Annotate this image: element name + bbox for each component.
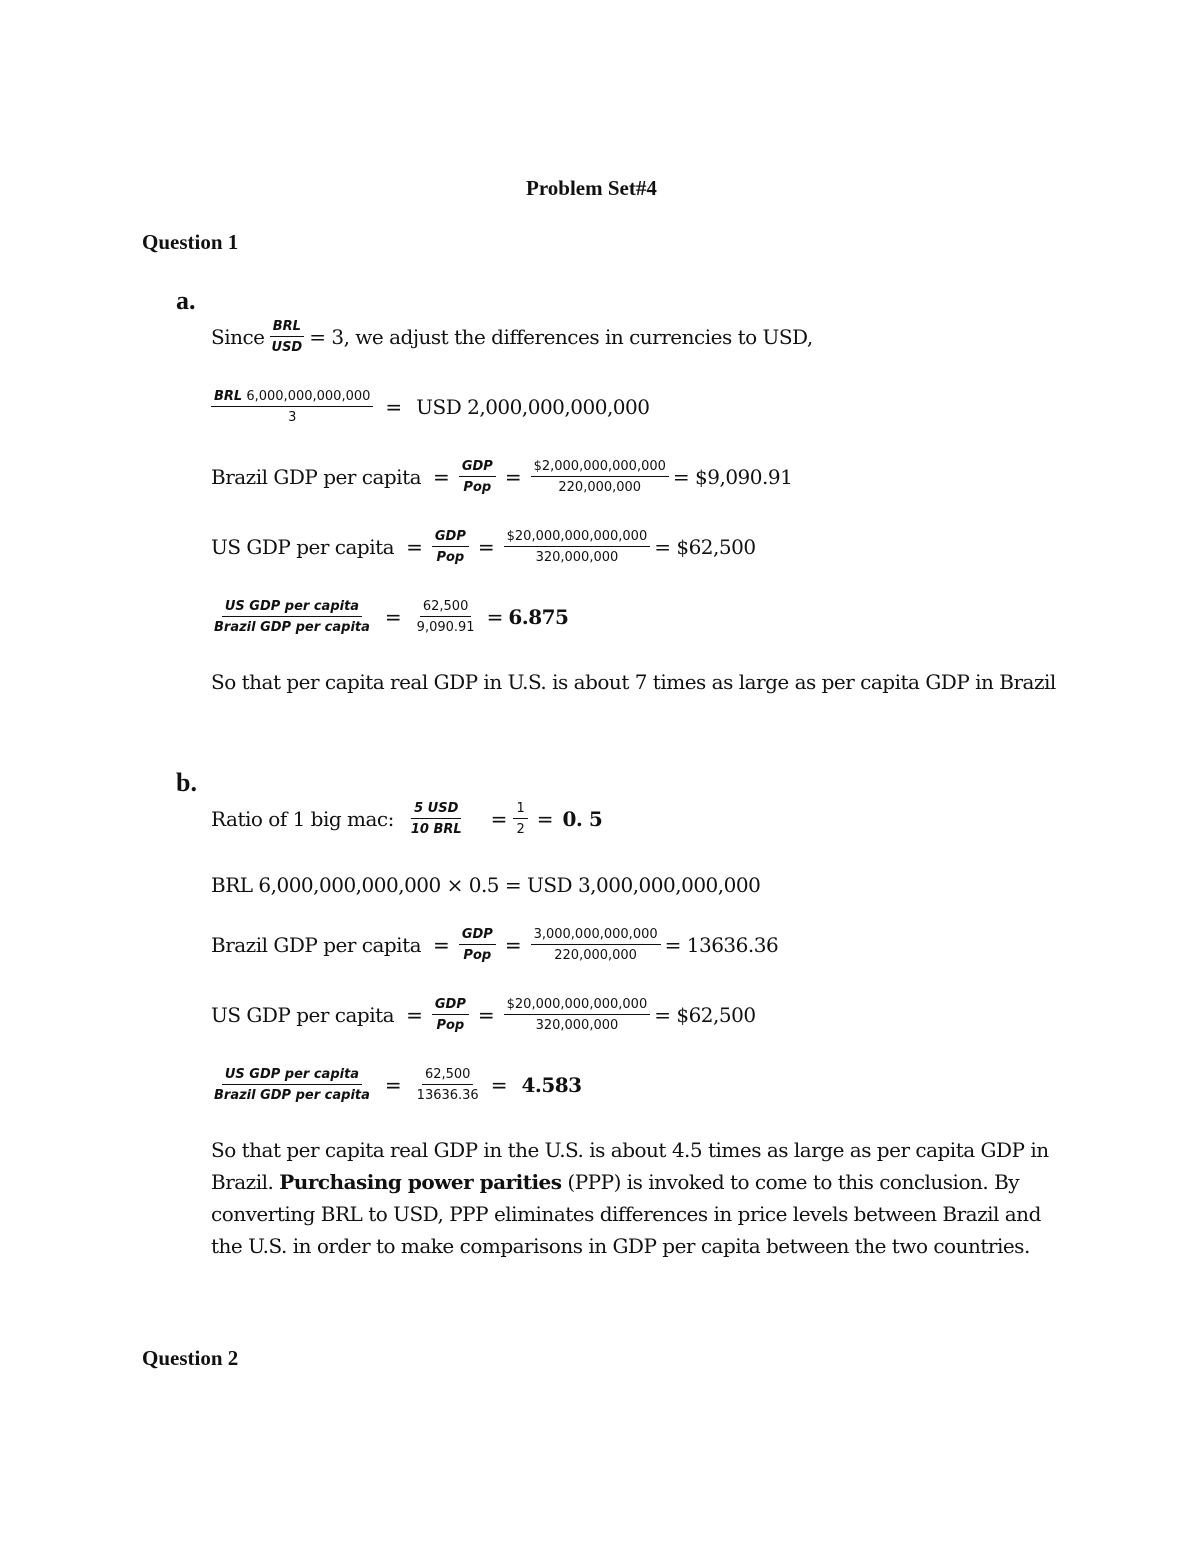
- conversion-result: USD 2,000,000,000,000: [416, 395, 650, 419]
- equals-sign: =: [406, 1003, 423, 1027]
- ppp-conversion-line: BRL 6,000,000,000,000 × 0.5 = USD 3,000,000,000,000: [211, 873, 761, 897]
- fraction-denominator: USD: [271, 340, 303, 355]
- fraction-denominator: Brazil GDP per capita: [214, 1088, 370, 1103]
- conclusion-b: [211, 1134, 1051, 1262]
- fraction-denominator: Pop: [463, 480, 492, 495]
- gdp-pop-fraction: [459, 926, 496, 964]
- fraction-numerator: GDP: [459, 926, 496, 945]
- us-gdp-per-capita-line-a: [211, 528, 756, 566]
- big-mac-fraction: [408, 800, 465, 838]
- fraction-numerator: $20,000,000,000,000: [504, 996, 651, 1015]
- conclusion-b-part-1: So that per capita real GDP in the U.S. is about 4.5 times as large as per capita GDP in Brazil.: [211, 1138, 1049, 1194]
- fraction-denominator: 320,000,000: [535, 550, 619, 565]
- gdp-pop-fraction: [432, 996, 469, 1034]
- brazil-gdp-per-capita-line-b: [211, 926, 778, 964]
- fraction-numerator: $20,000,000,000,000: [504, 528, 651, 547]
- conclusion-a: So that per capita real GDP in U.S. is about 7 times as large as per capita GDP in Brazil: [211, 670, 1056, 694]
- fraction-denominator: 3: [288, 410, 297, 425]
- us-gdp-result: = $62,500: [654, 1003, 756, 1027]
- big-mac-result: 0. 5: [562, 807, 603, 831]
- conversion-fraction: [211, 388, 373, 426]
- equals-sign: =: [477, 1003, 495, 1027]
- brazil-values-fraction: [531, 458, 669, 496]
- document-title: Problem Set#4: [526, 176, 657, 200]
- gdp-pop-fraction: [432, 528, 469, 566]
- ppp-term: Purchasing power parities: [279, 1170, 562, 1194]
- brl-usd-fraction: [269, 318, 306, 356]
- question-1-heading: Question 1: [142, 230, 239, 254]
- us-gdp-result: = $62,500: [654, 535, 756, 559]
- big-mac-ratio-line: [211, 800, 602, 838]
- equals-sign: =: [433, 933, 450, 957]
- fraction-denominator: 10 BRL: [410, 822, 462, 837]
- fraction-numerator: BRL: [270, 318, 304, 337]
- equals-sign: =: [385, 395, 403, 419]
- equals-sign: =: [433, 465, 450, 489]
- equals-sign: =: [504, 465, 522, 489]
- equals-sign: =: [406, 535, 423, 559]
- us-values-fraction: [504, 528, 651, 566]
- fraction-numerator: 3,000,000,000,000: [531, 926, 661, 945]
- fraction-numerator: $2,000,000,000,000: [531, 458, 669, 477]
- fraction-numerator: BRL 6,000,000,000,000: [211, 388, 373, 407]
- exchange-rate-line: [211, 318, 813, 356]
- part-b-label: b.: [176, 768, 197, 797]
- fraction-denominator: 320,000,000: [535, 1018, 619, 1033]
- brazil-gdp-per-capita-line-a: [211, 458, 792, 496]
- us-gdp-label: US GDP per capita: [211, 535, 395, 559]
- part-a-label: a.: [176, 286, 196, 315]
- fraction-denominator: Brazil GDP per capita: [214, 620, 370, 635]
- fraction-numerator: GDP: [432, 996, 469, 1015]
- brazil-gdp-result: = 13636.36: [664, 933, 779, 957]
- fraction-denominator: 220,000,000: [554, 948, 637, 963]
- ratio-values-fraction: [414, 1066, 482, 1104]
- conclusion-b-part-2: (PPP) is invoked to come to this conclusion. By converting BRL to USD, PPP eliminates differences in price levels between Brazil and the U.S. in order to make comparisons in GDP per capita between the two countries.: [211, 1170, 1041, 1258]
- ratio-result: 6.875: [508, 605, 569, 629]
- ratio-label-fraction: [211, 598, 373, 636]
- ratio-values-fraction: [414, 598, 478, 636]
- question-2-heading: Question 2: [142, 1346, 239, 1370]
- equals-sign: =: [384, 605, 402, 629]
- us-gdp-per-capita-line-b: [211, 996, 756, 1034]
- gdp-pop-fraction: [459, 458, 496, 496]
- fraction-denominator: Pop: [463, 948, 492, 963]
- one-half-fraction: [513, 800, 527, 838]
- us-values-fraction: [504, 996, 651, 1034]
- fraction-numerator: 5 USD: [411, 800, 461, 819]
- equals-sign: =: [504, 933, 522, 957]
- fraction-numerator: 62,500: [422, 1066, 474, 1085]
- fraction-denominator: 220,000,000: [558, 480, 642, 495]
- fraction-denominator: Pop: [436, 1018, 465, 1033]
- currency-conversion-line: [211, 388, 649, 426]
- since-text: Since: [211, 325, 265, 349]
- fraction-numerator: 1: [513, 800, 527, 819]
- fraction-numerator: US GDP per capita: [222, 1066, 362, 1085]
- fraction-denominator: Pop: [436, 550, 465, 565]
- equals-sign: =: [384, 1073, 402, 1097]
- us-gdp-label: US GDP per capita: [211, 1003, 395, 1027]
- equals-sign: =: [490, 1073, 508, 1097]
- fraction-numerator: US GDP per capita: [222, 598, 362, 617]
- ratio-result: 4.583: [521, 1073, 582, 1097]
- brazil-gdp-result: = $9,090.91: [672, 465, 793, 489]
- equals-sign: =: [536, 807, 554, 831]
- brazil-gdp-label: Brazil GDP per capita: [211, 465, 422, 489]
- ratio-label-fraction: [211, 1066, 373, 1104]
- fraction-numerator: 62,500: [420, 598, 472, 617]
- fraction-denominator: 13636.36: [416, 1088, 479, 1103]
- equals-sign: =: [490, 807, 508, 831]
- fraction-denominator: 2: [516, 822, 525, 837]
- fraction-numerator: GDP: [459, 458, 496, 477]
- brazil-values-fraction: [531, 926, 661, 964]
- gdp-ratio-line-b: [211, 1066, 582, 1104]
- big-mac-label: Ratio of 1 big mac:: [211, 807, 394, 831]
- since-suffix-text: = 3, we adjust the differences in currencies to USD,: [309, 325, 813, 349]
- equals-sign: =: [477, 535, 495, 559]
- fraction-denominator: 9,090.91: [416, 620, 475, 635]
- fraction-numerator: GDP: [432, 528, 469, 547]
- brazil-gdp-label: Brazil GDP per capita: [211, 933, 422, 957]
- gdp-ratio-line-a: [211, 598, 568, 636]
- equals-sign: =: [486, 605, 504, 629]
